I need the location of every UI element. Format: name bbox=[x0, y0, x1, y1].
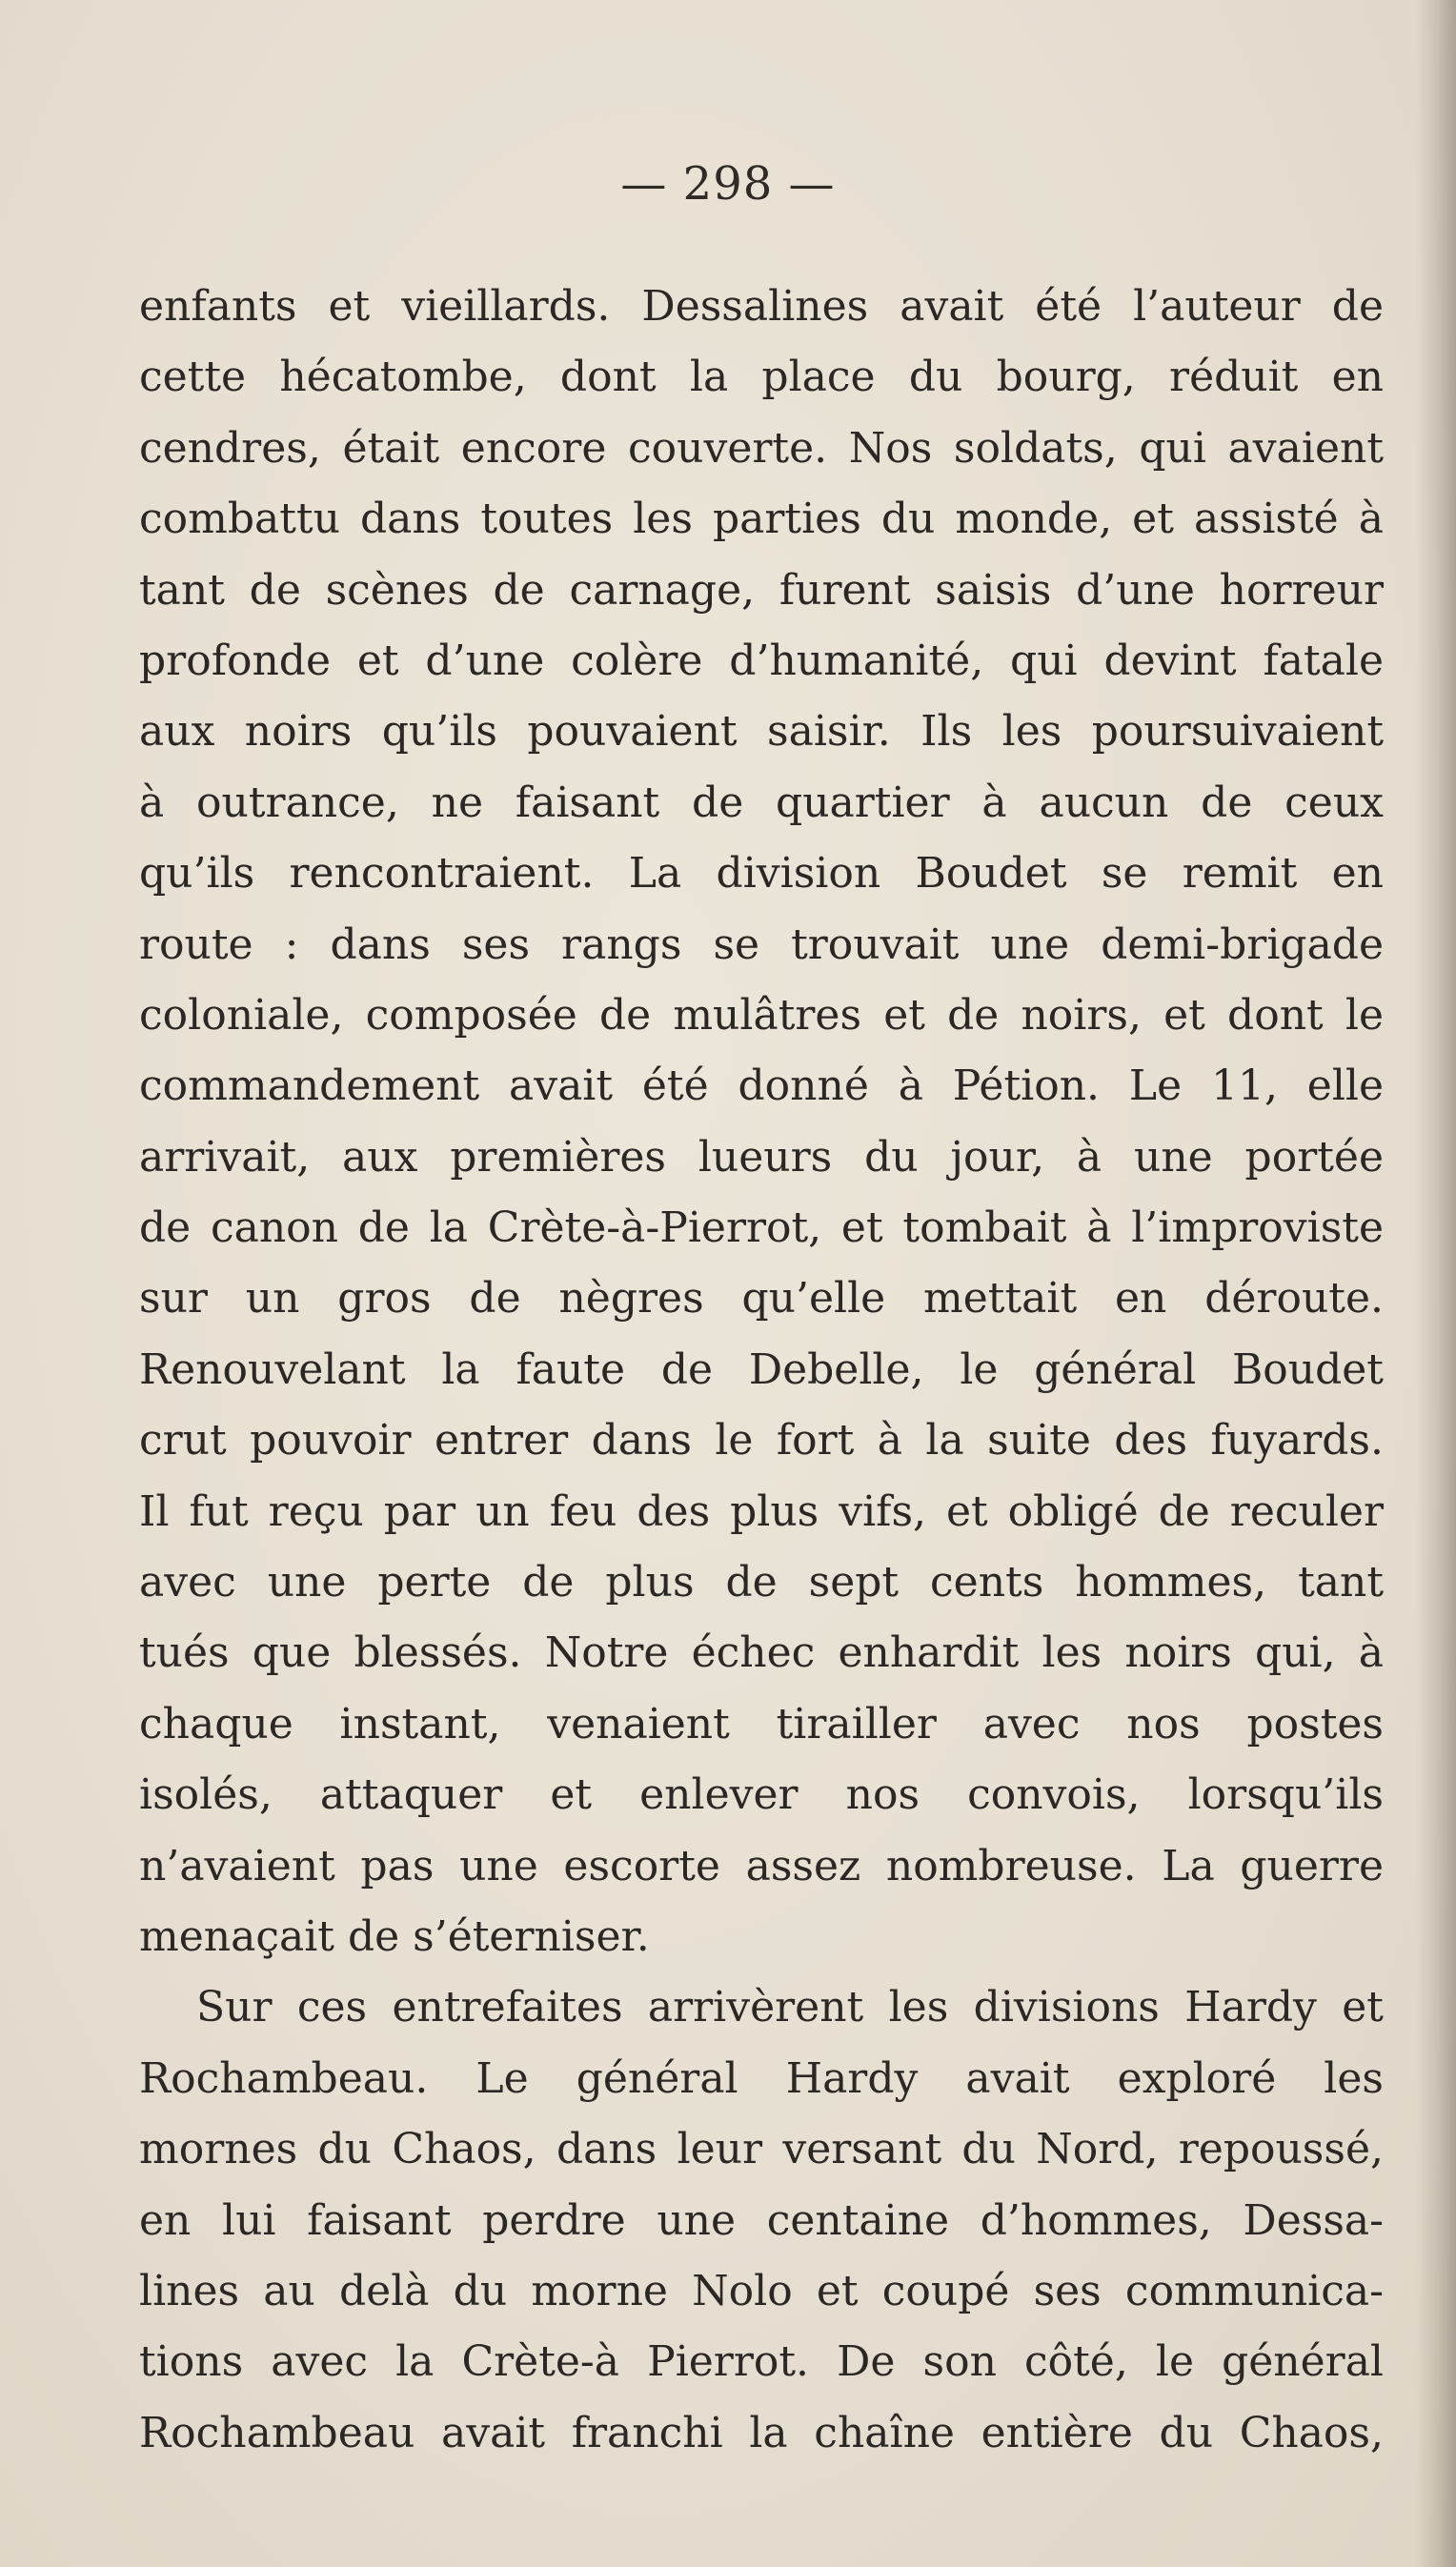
text-line: Rochambeau. Le général Hardy avait exploré les bbox=[139, 2053, 1384, 2103]
page-number: — 298 — bbox=[620, 157, 836, 211]
text-line: coloniale, composée de mulâtres et de noirs, et dont le bbox=[139, 990, 1384, 1040]
text-line: mornes du Chaos, dans leur versant du Nord, repoussé, bbox=[139, 2125, 1384, 2174]
text-line: enfants et vieillards. Dessalines avait été l’auteur de bbox=[139, 282, 1384, 331]
text-line: commandement avait été donné à Pétion. Le 11, elle bbox=[139, 1061, 1384, 1111]
text-line: sur un gros de nègres qu’elle mettait en déroute. bbox=[139, 1274, 1384, 1324]
text-line: tués que blessés. Notre échec enhardit les noirs qui, à bbox=[139, 1628, 1384, 1678]
text-line: avec une perte de plus de sept cents hommes, tant bbox=[139, 1558, 1384, 1607]
text-line: cendres, était encore couverte. Nos soldats, qui avaient bbox=[139, 423, 1384, 473]
text-line: Renouvelant la faute de Debelle, le général Boudet bbox=[139, 1344, 1384, 1394]
text-line: Rochambeau avait franchi la chaîne entière du Chaos, bbox=[139, 2408, 1384, 2457]
text-line: Sur ces entrefaites arrivèrent les divisions Hardy et bbox=[196, 1983, 1384, 2032]
body-text bbox=[139, 272, 1384, 2469]
text-line: profonde et d’une colère d’humanité, qui devint fatale bbox=[139, 636, 1384, 685]
text-line: arrivait, aux premières lueurs du jour, à une portée bbox=[139, 1132, 1384, 1182]
text-line: à outrance, ne faisant de quartier à aucun de ceux bbox=[139, 778, 1384, 827]
text-line: route : dans ses rangs se trouvait une demi-brigade bbox=[139, 920, 1384, 969]
text-line: de canon de la Crète-à-Pierrot, et tombait à l’improviste bbox=[139, 1203, 1384, 1253]
text-line: lines au delà du morne Nolo et coupé ses communica- bbox=[139, 2266, 1384, 2315]
text-line: combattu dans toutes les parties du monde, et assisté à bbox=[139, 495, 1384, 544]
text-line: isolés, attaquer et enlever nos convois, lorsqu’ils bbox=[139, 1770, 1384, 1820]
text-line: tions avec la Crète-à Pierrot. De son côté, le général bbox=[139, 2337, 1384, 2387]
text-line: n’avaient pas une escorte assez nombreuse. La guerre bbox=[139, 1841, 1384, 1890]
text-line: chaque instant, venaient tirailler avec nos postes bbox=[139, 1699, 1384, 1748]
text-line: qu’ils rencontraient. La division Boudet se remit en bbox=[139, 849, 1384, 899]
text-line: tant de scènes de carnage, furent saisis d’une horreur bbox=[139, 565, 1384, 615]
text-line: Il fut reçu par un feu des plus vifs, et obligé de reculer bbox=[139, 1486, 1384, 1536]
text-line: crut pouvoir entrer dans le fort à la suite des fuyards. bbox=[139, 1416, 1384, 1465]
text-line: menaçait de s’éterniser. bbox=[139, 1911, 650, 1961]
text-line: aux noirs qu’ils pouvaient saisir. Ils les poursuivaient bbox=[139, 707, 1384, 757]
page-edge-shadow bbox=[1416, 0, 1456, 2567]
text-line: en lui faisant perdre une centaine d’hommes, Dessa- bbox=[139, 2195, 1384, 2245]
text-line: cette hécatombe, dont la place du bourg, réduit en bbox=[139, 353, 1384, 402]
